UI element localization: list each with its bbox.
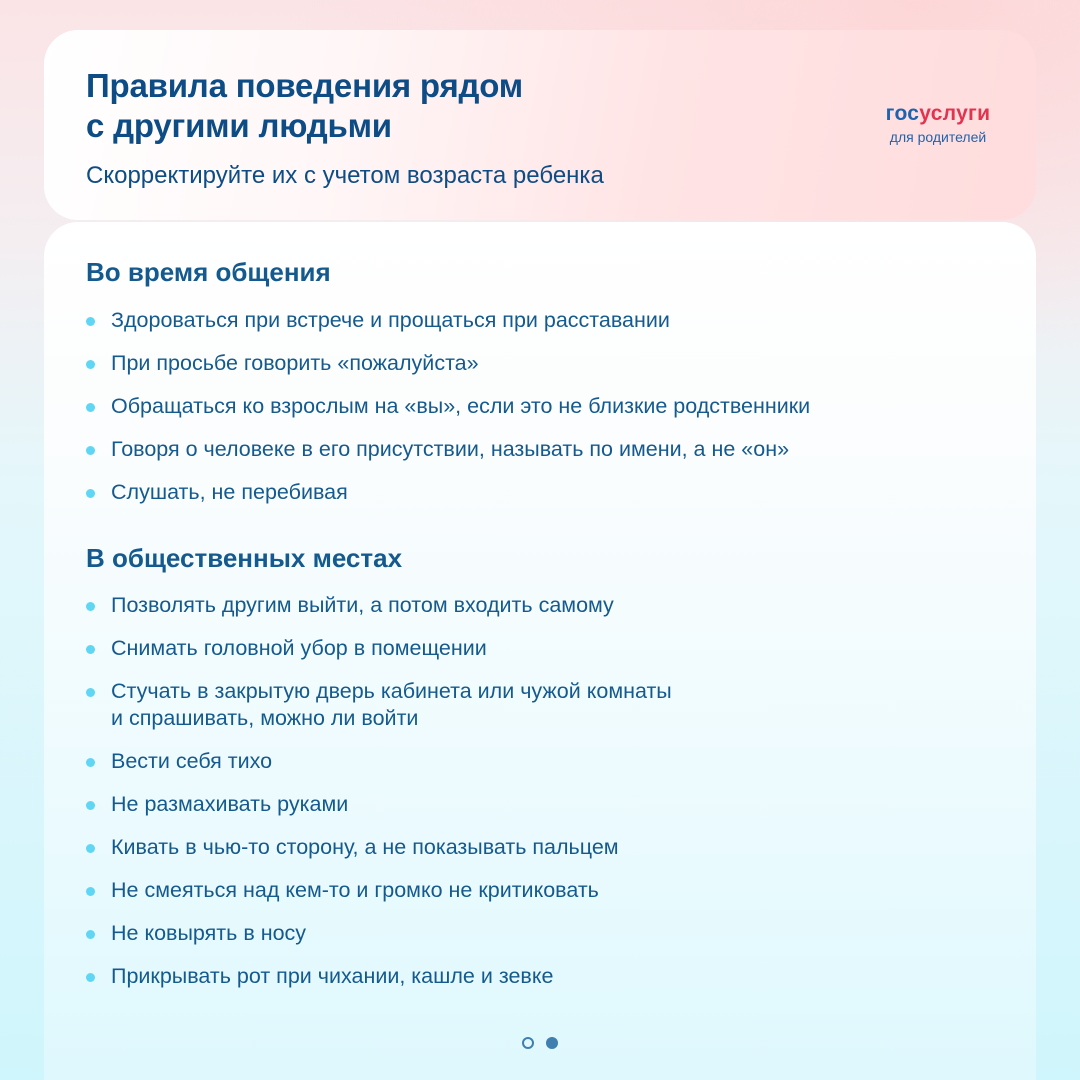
list-item — [86, 307, 810, 334]
list-item — [86, 678, 672, 732]
bullet-icon — [86, 317, 95, 326]
gosuslugi-logo — [876, 102, 1000, 146]
bullet-icon — [86, 403, 95, 412]
list-item — [86, 592, 672, 619]
section-title-public-places: В общественных местах — [86, 543, 403, 573]
bullet-icon — [86, 489, 95, 498]
communication-rules-list — [86, 307, 810, 522]
list-item-text: Вести себя тихо — [111, 749, 273, 773]
list-item — [86, 877, 672, 904]
bullet-icon — [86, 844, 95, 853]
bullet-icon — [86, 645, 95, 654]
list-item-text: Прикрывать рот при чихании, кашле и зевке — [111, 964, 554, 988]
page-title — [86, 66, 523, 146]
bullet-icon — [86, 688, 95, 697]
list-item — [86, 635, 672, 662]
list-item — [86, 479, 810, 506]
bullet-icon — [86, 446, 95, 455]
list-item-text: Здороваться при встрече и прощаться при расставании — [111, 308, 670, 332]
list-item-text: Обращаться ко взрослым на «вы», если это не близкие родственники — [111, 394, 811, 418]
list-item — [86, 963, 672, 990]
bullet-icon — [86, 602, 95, 611]
list-item-text-line-2: и спрашивать, можно ли войти — [111, 706, 419, 730]
logo-tagline: для родителей — [889, 129, 987, 145]
bullet-icon — [86, 887, 95, 896]
list-item — [86, 920, 672, 947]
title-line-1: Правила поведения рядом — [86, 67, 523, 104]
list-item — [86, 748, 672, 775]
list-item-text: Не смеяться над кем-то и громко не критиковать — [111, 878, 599, 902]
page-subtitle: Скорректируйте их с учетом возраста ребенка — [86, 162, 604, 189]
rules-card — [44, 222, 1036, 1080]
bullet-icon — [86, 758, 95, 767]
header-card — [44, 30, 1036, 220]
bullet-icon — [86, 801, 95, 810]
public-places-rules-list — [86, 592, 672, 1006]
list-item-text: Не размахивать руками — [111, 792, 349, 816]
list-item — [86, 791, 672, 818]
list-item-text-line-1: Стучать в закрытую дверь кабинета или чужой комнаты — [111, 679, 672, 703]
list-item — [86, 393, 810, 420]
section-title-communication: Во время общения — [86, 257, 331, 287]
list-item-text: При просьбе говорить «пожалуйста» — [111, 351, 479, 375]
list-item-text: Позволять другим выйти, а потом входить самому — [111, 593, 614, 617]
list-item-text: Снимать головной убор в помещении — [111, 636, 487, 660]
list-item-text: Кивать в чью-то сторону, а не показывать пальцем — [111, 835, 619, 859]
pager-dot-2-active[interactable] — [546, 1037, 558, 1049]
logo-part-uslugi: услуги — [919, 102, 991, 125]
pager-dot-1[interactable] — [522, 1037, 534, 1049]
list-item-text: Говоря о человеке в его присутствии, называть по имени, а не «он» — [111, 437, 790, 461]
logo-wordmark — [876, 102, 1000, 126]
list-item — [86, 350, 810, 377]
logo-part-gos: гос — [885, 102, 920, 125]
bullet-icon — [86, 930, 95, 939]
list-item — [86, 436, 810, 463]
bullet-icon — [86, 973, 95, 982]
list-item — [86, 834, 672, 861]
list-item-text: Не ковырять в носу — [111, 921, 307, 945]
title-line-2: с другими людьми — [86, 107, 392, 144]
bullet-icon — [86, 360, 95, 369]
list-item-text: Слушать, не перебивая — [111, 480, 348, 504]
carousel-pager — [522, 1037, 558, 1049]
